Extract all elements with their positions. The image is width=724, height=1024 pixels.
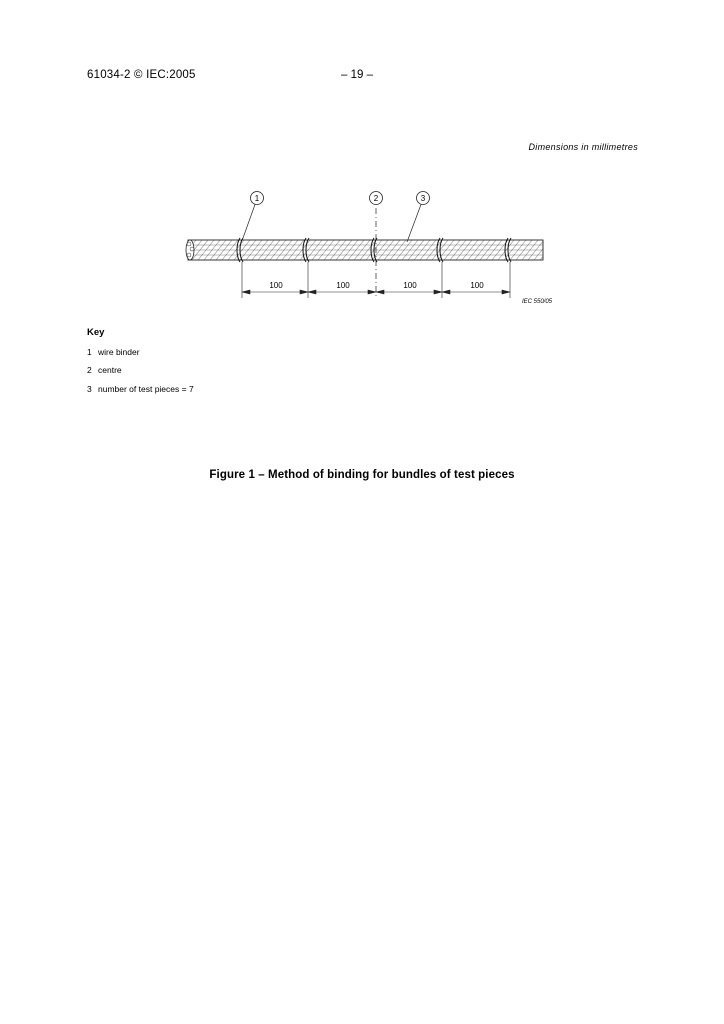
dimension-value-4: 100 <box>470 281 484 290</box>
callout-1-label: 1 <box>254 194 260 203</box>
dimension-value-3: 100 <box>403 281 417 290</box>
callout-3 <box>407 192 430 243</box>
dimension-lines <box>242 262 510 298</box>
bundle-binding-figure <box>170 182 590 312</box>
key-item-number: 1 <box>87 346 92 357</box>
key-item-label: number of test pieces = 7 <box>98 383 194 394</box>
callout-2 <box>370 192 383 205</box>
dimension-value-1: 100 <box>269 281 283 290</box>
key-item <box>87 361 194 380</box>
key-item <box>87 380 194 399</box>
key-item-label: centre <box>98 365 122 375</box>
key-item <box>87 343 194 362</box>
dimension-value-2: 100 <box>336 281 350 290</box>
test-piece-bundle <box>180 240 574 260</box>
callout-1 <box>243 192 264 239</box>
key-item-number: 2 <box>87 365 92 375</box>
key-item-number: 3 <box>87 383 92 394</box>
dimensions-note: Dimensions in millimetres <box>528 142 638 152</box>
document-reference: 61034-2 © IEC:2005 <box>87 69 196 81</box>
key-item-label: wire binder <box>98 346 140 357</box>
callout-2-label: 2 <box>373 194 379 203</box>
key-section <box>87 324 194 398</box>
callout-3-label: 3 <box>420 194 426 203</box>
page-number: – 19 – <box>341 69 373 81</box>
key-title: Key <box>87 327 105 338</box>
figure-caption: Figure 1 – Method of binding for bundles of test pieces <box>209 469 515 481</box>
iec-reference: IEC 550/05 <box>522 299 553 305</box>
